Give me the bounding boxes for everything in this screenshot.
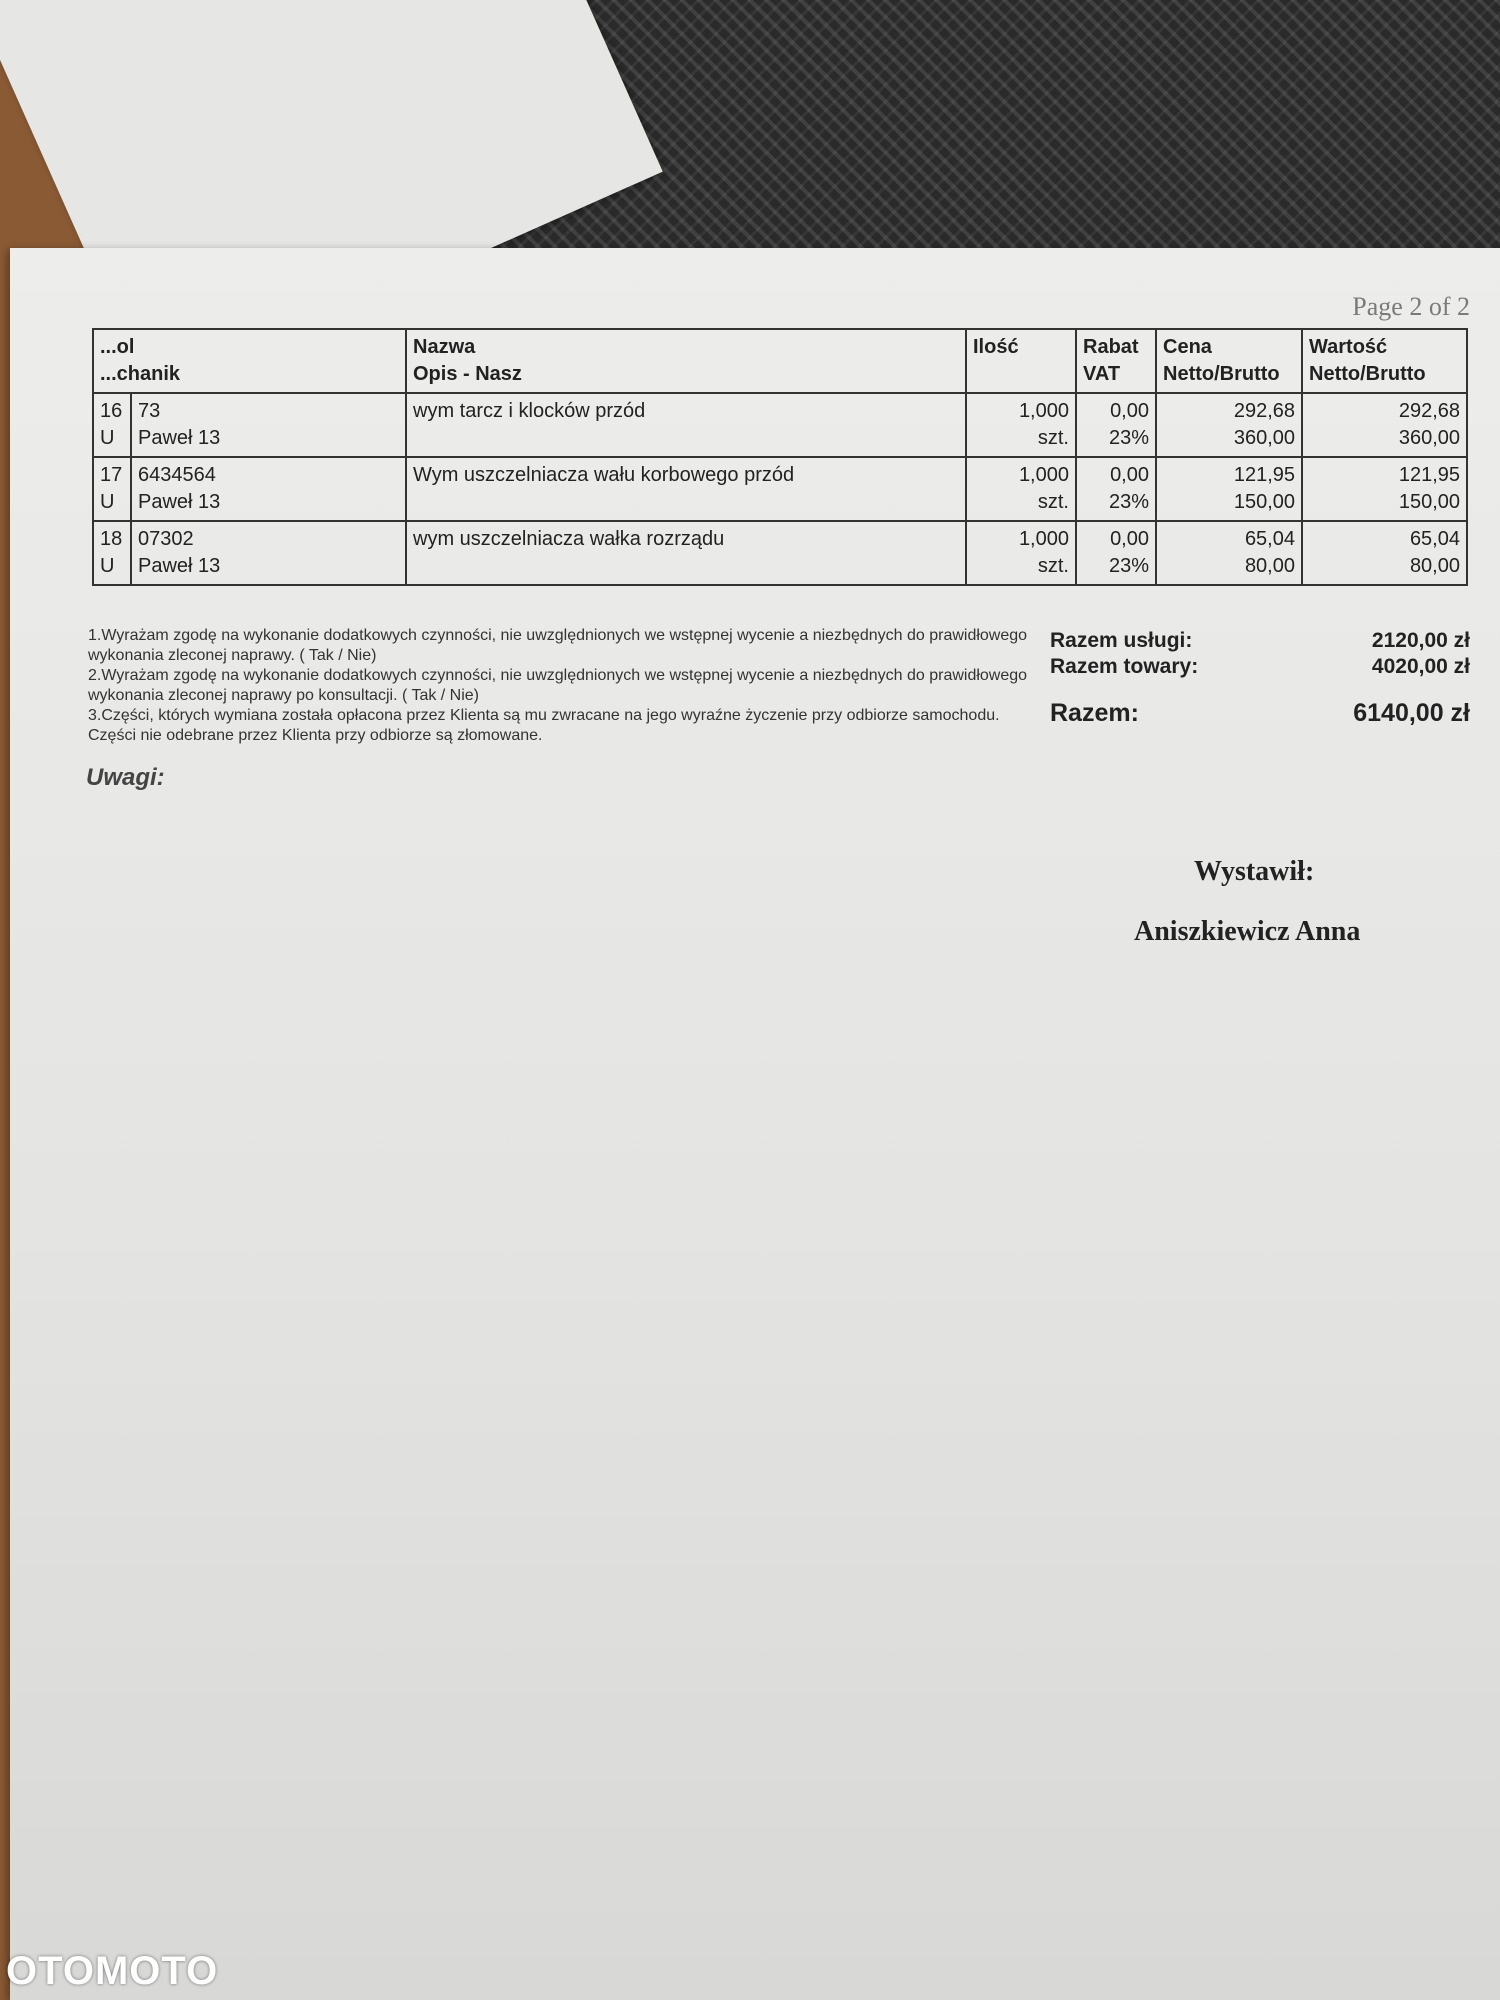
total-services: Razem usługi: 2120,00 zł: [1050, 629, 1470, 652]
row-discount-vat: 0,00 23%: [1076, 457, 1156, 521]
table-row: [93, 521, 1467, 585]
clause: 3.Części, których wymiana została opłacona przez Klienta są mu zwracane na jego wyraźne życzenie przy odbiorze samochodu. Części nie odebrane przez Klienta przy odbiorze są złomowane.: [88, 707, 1000, 744]
invoice-page: [10, 248, 1500, 2000]
row-value: 121,95 150,00: [1302, 457, 1467, 521]
consent-clauses: [88, 626, 1048, 746]
row-value: 65,04 80,00: [1302, 521, 1467, 585]
row-lp: 18 U: [93, 521, 131, 585]
row-qty: 1,000 szt.: [966, 457, 1076, 521]
row-value: 292,68 360,00: [1302, 393, 1467, 457]
items-table: [92, 328, 1468, 586]
clause: 2.Wyrażam zgodę na wykonanie dodatkowych czynności, nie uwzględnionych we wstępnej wycenie a niezbędnych do prawidłowego wykonania zleconej naprawy po konsultacji. ( Tak / Nie): [88, 667, 1028, 704]
row-code-mechanic: 73 Paweł 13: [131, 393, 406, 457]
issuer-label: Wystawił:: [1194, 856, 1315, 887]
table-header-row: [93, 329, 1467, 393]
row-name: wym tarcz i klocków przód: [406, 393, 966, 457]
row-lp: 17 U: [93, 457, 131, 521]
table-row: [93, 457, 1467, 521]
clause: 1.Wyrażam zgodę na wykonanie dodatkowych czynności, nie uwzględnionych we wstępnej wycenie a niezbędnych do prawidłowego wykonania zleconej naprawy. ( Tak / Nie): [88, 627, 1028, 664]
table-row: [93, 393, 1467, 457]
page-indicator: Page 2 of 2: [1352, 292, 1470, 321]
row-name: Wym uszczelniacza wału korbowego przód: [406, 457, 966, 521]
remarks-label: Uwagi:: [86, 764, 165, 791]
header-discount-vat: Rabat VAT: [1076, 329, 1156, 393]
header-value: Wartość Netto/Brutto: [1302, 329, 1467, 393]
total-goods: Razem towary: 4020,00 zł: [1050, 655, 1470, 678]
row-qty: 1,000 szt.: [966, 393, 1076, 457]
row-price: 121,95 150,00: [1156, 457, 1302, 521]
row-qty: 1,000 szt.: [966, 521, 1076, 585]
row-price: 65,04 80,00: [1156, 521, 1302, 585]
grand-total: Razem: 6140,00 zł: [1050, 699, 1470, 727]
row-name: wym uszczelniacza wałka rozrządu: [406, 521, 966, 585]
row-lp: 16 U: [93, 393, 131, 457]
row-discount-vat: 0,00 23%: [1076, 521, 1156, 585]
row-discount-vat: 0,00 23%: [1076, 393, 1156, 457]
header-name: Nazwa Opis - Nasz: [406, 329, 966, 393]
watermark-logo: OTOMOTO: [6, 1949, 219, 1993]
row-code-mechanic: 07302 Paweł 13: [131, 521, 406, 585]
header-lp-mechanic: ...ol ...chanik: [93, 329, 406, 393]
totals-block: [1050, 628, 1470, 726]
issuer-name: Aniszkiewicz Anna: [1134, 916, 1361, 947]
row-code-mechanic: 6434564 Paweł 13: [131, 457, 406, 521]
header-qty: Ilość: [966, 329, 1076, 393]
header-price: Cena Netto/Brutto: [1156, 329, 1302, 393]
row-price: 292,68 360,00: [1156, 393, 1302, 457]
